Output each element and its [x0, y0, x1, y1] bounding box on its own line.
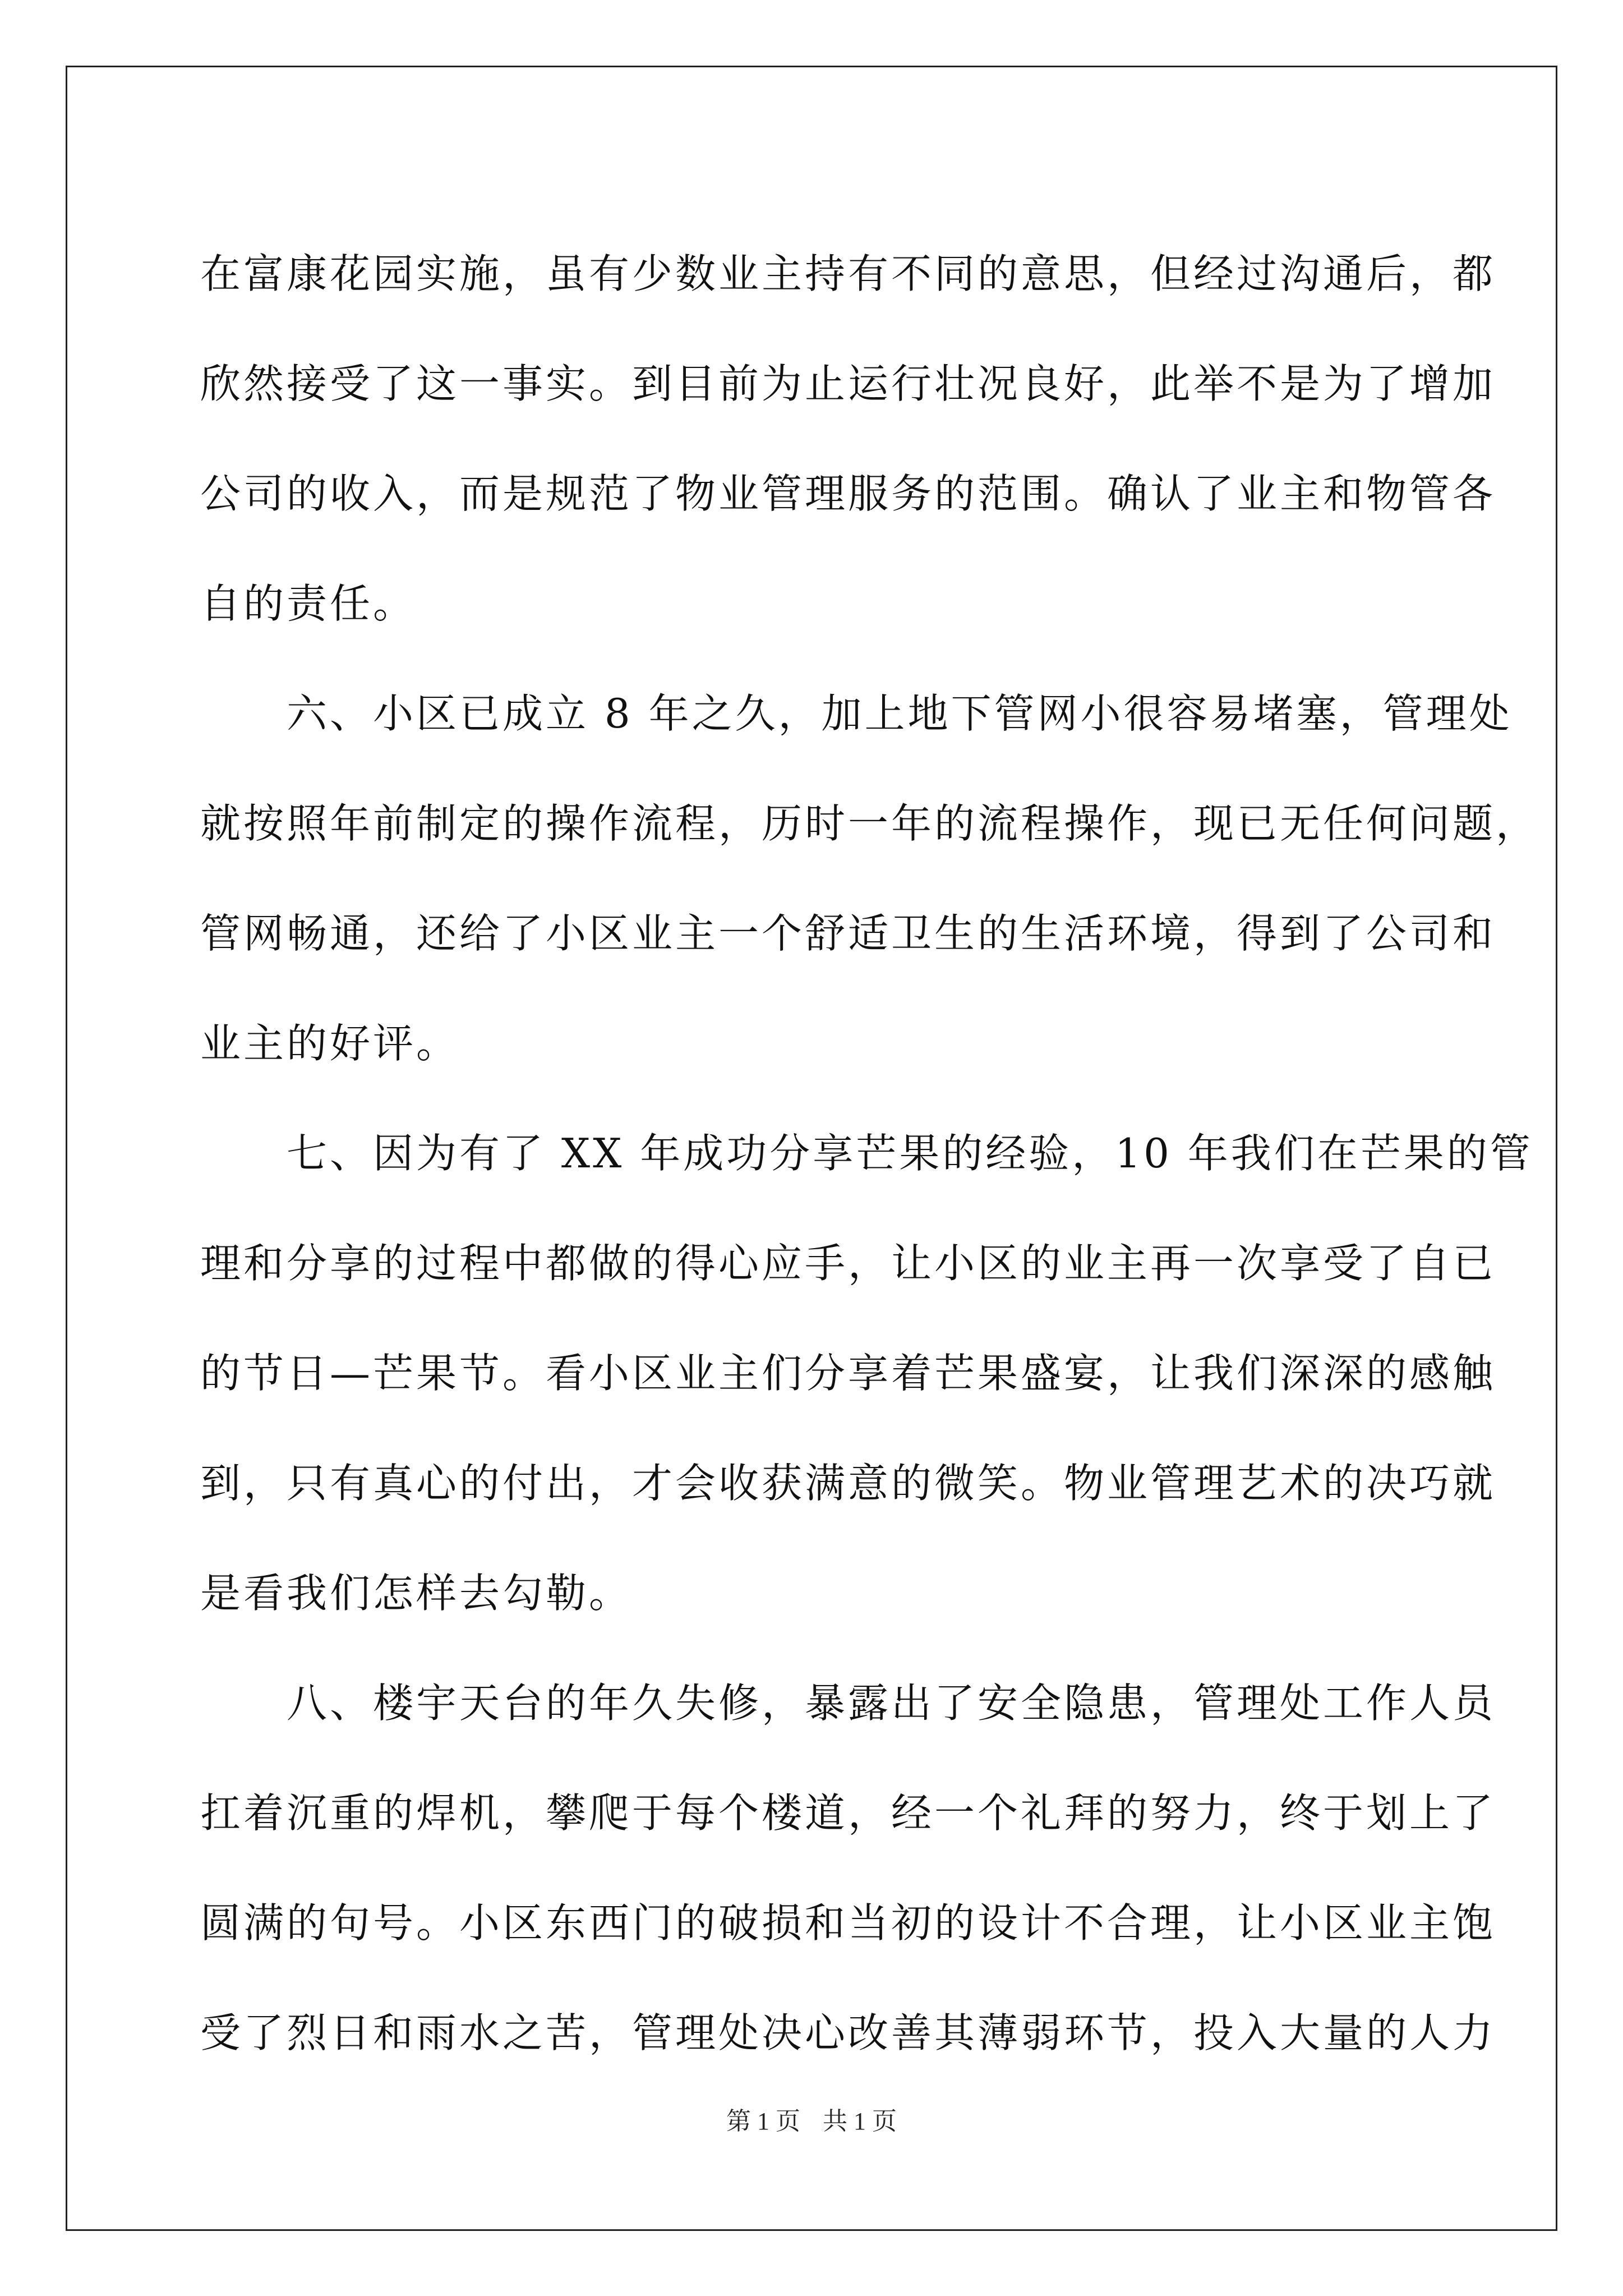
- text-line: 到，只有真心的付出，才会收获满意的微笑。物业管理艺术的决巧就: [200, 1460, 1496, 1507]
- paragraph: [200, 1648, 1496, 2088]
- text-line: 七、因为有了 XX 年成功分享芒果的经验，10 年我们在芒果的管: [200, 1130, 1533, 1177]
- text-line: 的节日—芒果节。看小区业主们分享着芒果盛宴，让我们深深的感触: [200, 1350, 1496, 1397]
- text-line: 管网畅通，还给了小区业主一个舒适卫生的生活环境，得到了公司和: [200, 910, 1496, 957]
- page-footer: [0, 2101, 1623, 2137]
- paragraph: [200, 1098, 1533, 1648]
- text-line: 六、小区已成立 8 年之久，加上地下管网小很容易堵塞，管理处: [200, 690, 1513, 737]
- text-line: 理和分享的过程中都做的得心应手，让小区的业主再一次享受了自已: [200, 1240, 1496, 1287]
- text-line: 业主的好评。: [200, 1020, 460, 1067]
- document-body: [200, 219, 1539, 2088]
- text-line: 自的责任。: [200, 580, 417, 627]
- text-line: 八、楼宇天台的年久失修，暴露出了安全隐患，管理处工作人员: [200, 1680, 1496, 1727]
- text-line: 是看我们怎样去勾勒。: [200, 1570, 633, 1617]
- paragraph: [200, 219, 1496, 659]
- total-pages-label: 共 1 页: [823, 2108, 897, 2135]
- text-line: 扛着沉重的焊机，攀爬于每个楼道，经一个礼拜的努力，终于划上了: [200, 1789, 1496, 1837]
- text-line: 圆满的句号。小区东西门的破损和当初的设计不合理，让小区业主饱: [200, 1899, 1496, 1947]
- paragraph: [200, 659, 1539, 1098]
- text-line: 在富康花园实施，虽有少数业主持有不同的意思，但经过沟通后，都: [200, 250, 1496, 297]
- text-line: 受了烈日和雨水之苦，管理处决心改善其薄弱环节，投入大量的人力: [200, 2009, 1496, 2056]
- text-line: 欣然接受了这一事实。到目前为止运行壮况良好，此举不是为了增加: [200, 360, 1496, 407]
- text-line: 公司的收入，而是规范了物业管理服务的范围。确认了业主和物管各: [200, 470, 1496, 517]
- text-line: 就按照年前制定的操作流程，历时一年的流程操作，现已无任何问题，: [200, 800, 1539, 847]
- page-number-label: 第 1 页: [726, 2108, 800, 2135]
